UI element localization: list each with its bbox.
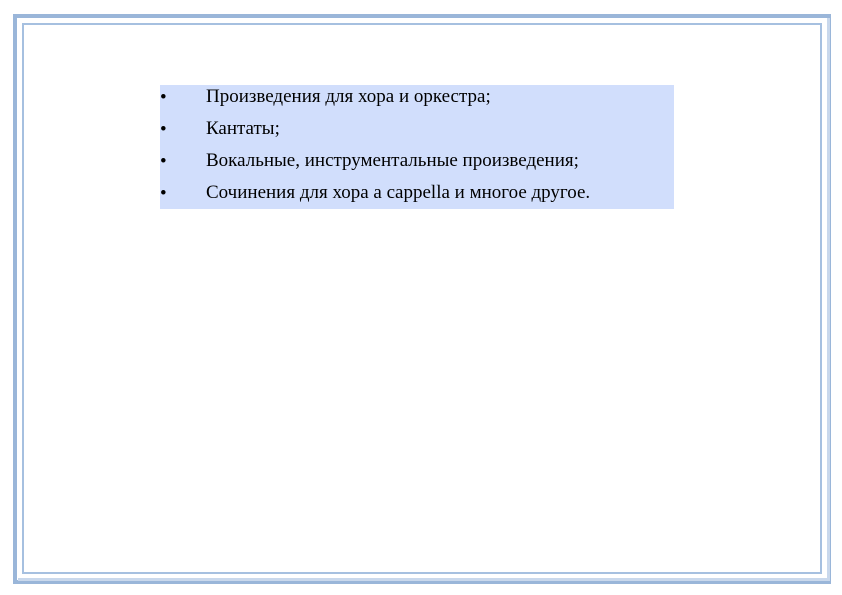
list-item bbox=[160, 117, 674, 149]
bullet-icon: • bbox=[160, 183, 167, 204]
bullet-icon: • bbox=[160, 119, 167, 140]
frame-shadow-bottom bbox=[18, 578, 830, 581]
bullet-icon: • bbox=[160, 151, 167, 172]
frame-shadow-right bbox=[827, 18, 830, 581]
list-item bbox=[160, 149, 674, 181]
list-item-text: Вокальные, инструментальные произведения; bbox=[206, 150, 579, 171]
list-item-text: Сочинения для хора a cappella и многое другое. bbox=[206, 182, 591, 203]
list-item bbox=[160, 181, 674, 213]
bullet-icon: • bbox=[160, 87, 167, 108]
list-item-text: Произведения для хора и оркестра; bbox=[206, 86, 491, 107]
bullet-list bbox=[160, 85, 674, 209]
list-item-text: Кантаты; bbox=[206, 118, 280, 139]
list-item bbox=[160, 85, 674, 117]
